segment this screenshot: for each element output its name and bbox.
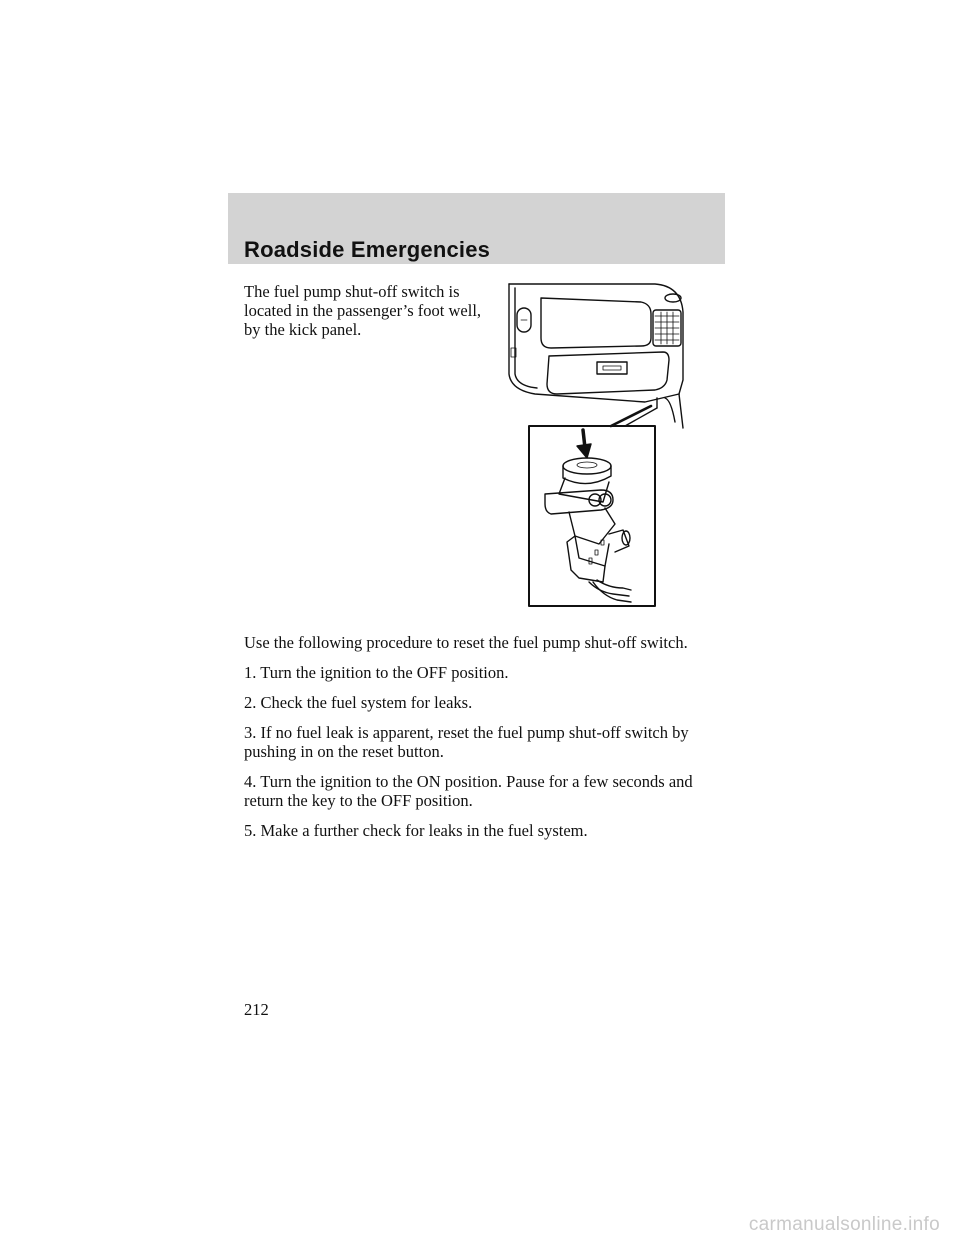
- intro-paragraph: The fuel pump shut-off switch is located in the passenger’s foot well, by the kick panel.: [244, 282, 482, 339]
- fuel-pump-switch-figure: [505, 282, 685, 608]
- procedure-step-3: 3. If no fuel leak is apparent, reset the fuel pump shut-off switch by pushing in on the reset button.: [244, 723, 689, 761]
- procedure-step-2: 2. Check the fuel system for leaks.: [244, 693, 473, 712]
- procedure-step-4: 4. Turn the ignition to the ON position. Pause for a few seconds and return the key to the OFF position.: [244, 772, 693, 810]
- procedure-step-1: 1. Turn the ignition to the OFF position.: [244, 663, 509, 682]
- section-title: Roadside Emergencies: [244, 237, 491, 262]
- fuel-pump-shutoff-switch-illustration: [505, 282, 685, 608]
- procedure: [244, 633, 724, 851]
- section-header: [228, 193, 725, 264]
- watermark-text: carmanualsonline.info: [748, 1214, 940, 1235]
- procedure-lead: Use the following procedure to reset the fuel pump shut-off switch.: [244, 633, 688, 652]
- procedure-step-5: 5. Make a further check for leaks in the fuel system.: [244, 821, 588, 840]
- page-number: 212: [244, 1000, 269, 1019]
